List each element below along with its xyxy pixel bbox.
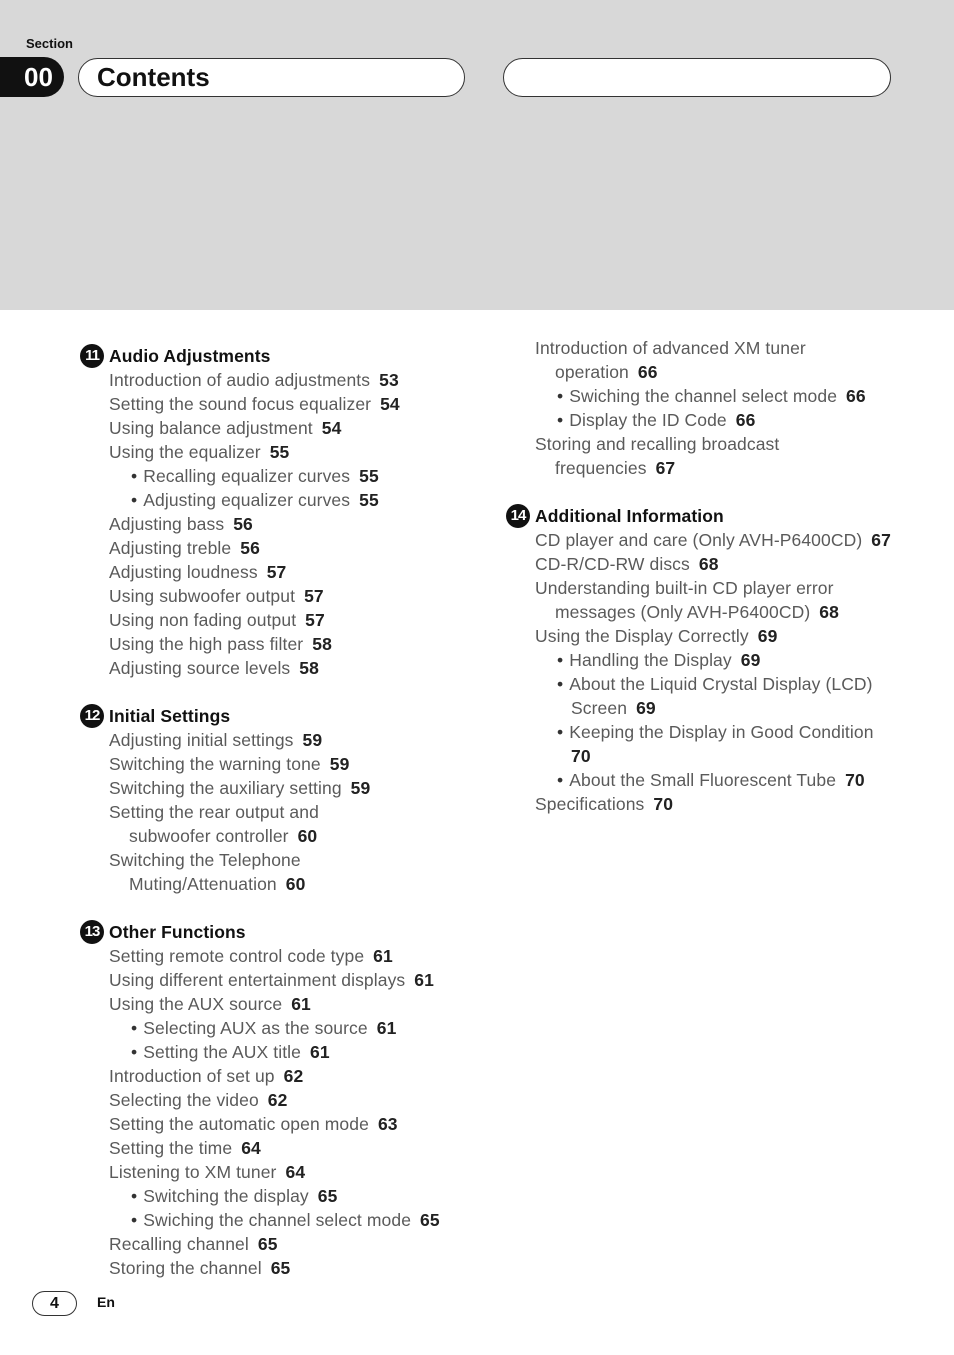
toc-page-number: 64 bbox=[285, 1162, 306, 1182]
toc-entry bbox=[506, 792, 926, 816]
toc-section-heading bbox=[80, 920, 500, 944]
section-number-tab: 00 bbox=[0, 57, 64, 97]
toc-entry bbox=[80, 1112, 500, 1136]
toc-entry-text: Adjusting initial settings bbox=[109, 730, 294, 750]
toc-entry-text: subwoofer controller bbox=[129, 826, 289, 846]
toc-entry-text: Adjusting source levels bbox=[109, 658, 291, 678]
toc-page-number: 67 bbox=[655, 458, 676, 478]
toc-entry-text: Using non fading output bbox=[109, 610, 297, 630]
toc-entry bbox=[80, 464, 500, 488]
toc-entry bbox=[80, 488, 500, 512]
toc-entry-text: Using the Display Correctly bbox=[535, 626, 749, 646]
section-number-badge: 13 bbox=[80, 920, 104, 944]
toc-entry-text: Setting the time bbox=[109, 1138, 233, 1158]
toc-entry bbox=[80, 848, 500, 872]
toc-entry-text: Understanding built-in CD player error bbox=[535, 578, 834, 598]
section-number-badge: 11 bbox=[80, 344, 104, 368]
toc-entry-text: Setting the automatic open mode bbox=[109, 1114, 369, 1134]
toc-page-number: 61 bbox=[414, 970, 434, 990]
toc-entry-text: Selecting the video bbox=[109, 1090, 259, 1110]
toc-entry bbox=[506, 528, 926, 552]
toc-page-number: 58 bbox=[312, 634, 332, 654]
bullet-icon: • bbox=[131, 466, 138, 486]
toc-entry-text: Switching the warning tone bbox=[109, 754, 321, 774]
toc-entry-text: frequencies bbox=[555, 458, 647, 478]
toc-entry bbox=[80, 1064, 500, 1088]
toc-entry bbox=[80, 1088, 500, 1112]
toc-page-number: 60 bbox=[297, 826, 318, 846]
toc-entry-text: Setting the rear output and bbox=[109, 802, 319, 822]
toc-entry bbox=[506, 744, 926, 768]
toc-page-number: 68 bbox=[698, 554, 719, 574]
toc-entry bbox=[80, 368, 500, 392]
toc-entry bbox=[80, 536, 500, 560]
toc-entry-text: Setting the sound focus equalizer bbox=[109, 394, 372, 414]
toc-page-number: 56 bbox=[240, 538, 260, 558]
section-heading-text: Additional Information bbox=[535, 506, 724, 526]
toc-entry-text: Switching the display bbox=[143, 1186, 309, 1206]
bullet-icon: • bbox=[557, 650, 564, 670]
toc-page-number: 57 bbox=[304, 586, 324, 606]
toc-entry bbox=[506, 432, 926, 456]
toc-entry-text: operation bbox=[555, 362, 629, 382]
toc-entry-text: Introduction of set up bbox=[109, 1066, 275, 1086]
toc-entry bbox=[80, 1136, 500, 1160]
toc-page-number: 69 bbox=[740, 650, 761, 670]
toc-entry-text: Listening to XM tuner bbox=[109, 1162, 277, 1182]
section-label: Section bbox=[26, 36, 73, 51]
toc-entry bbox=[80, 776, 500, 800]
section-gap bbox=[506, 480, 926, 504]
toc-section-heading bbox=[506, 504, 926, 528]
toc-entry-text: messages (Only AVH-P6400CD) bbox=[555, 602, 811, 622]
toc-entry-text: Adjusting equalizer curves bbox=[143, 490, 351, 510]
empty-title-box bbox=[503, 58, 891, 97]
toc-entry-text: Selecting AUX as the source bbox=[143, 1018, 368, 1038]
toc-entry-text: Switching the auxiliary setting bbox=[109, 778, 342, 798]
toc-page-number: 70 bbox=[571, 746, 591, 766]
toc-entry bbox=[80, 1016, 500, 1040]
toc-page-number: 61 bbox=[373, 946, 393, 966]
toc-entry bbox=[506, 408, 926, 432]
toc-entry-text: CD-R/CD-RW discs bbox=[535, 554, 690, 574]
toc-entry bbox=[80, 1184, 500, 1208]
toc-entry bbox=[80, 800, 500, 824]
toc-entry bbox=[80, 752, 500, 776]
toc-page-number: 55 bbox=[359, 490, 379, 510]
toc-entry bbox=[80, 1232, 500, 1256]
bullet-icon: • bbox=[557, 386, 564, 406]
toc-left-column bbox=[80, 344, 500, 1280]
toc-entry-text: Recalling channel bbox=[109, 1234, 249, 1254]
toc-entry bbox=[506, 720, 926, 744]
bullet-icon: • bbox=[131, 1042, 138, 1062]
toc-page-number: 70 bbox=[845, 770, 865, 790]
toc-page-number: 54 bbox=[321, 418, 342, 438]
toc-entry bbox=[80, 992, 500, 1016]
toc-entry bbox=[506, 456, 926, 480]
toc-entry bbox=[80, 1160, 500, 1184]
toc-page-number: 56 bbox=[233, 514, 253, 534]
toc-entry bbox=[506, 384, 926, 408]
toc-entry-text: Using the equalizer bbox=[109, 442, 261, 462]
toc-entry bbox=[80, 392, 500, 416]
toc-page-number: 55 bbox=[359, 466, 379, 486]
toc-page-number: 65 bbox=[270, 1258, 291, 1278]
toc-entry-text: Swiching the channel select mode bbox=[143, 1210, 412, 1230]
toc-entry-text: Using balance adjustment bbox=[109, 418, 313, 438]
toc-entry bbox=[80, 824, 500, 848]
toc-page-number: 57 bbox=[305, 610, 325, 630]
bullet-icon: • bbox=[557, 410, 564, 430]
toc-page-number: 53 bbox=[379, 370, 399, 390]
toc-entry-text: Screen bbox=[571, 698, 628, 718]
toc-entry-text: CD player and care (Only AVH-P6400CD) bbox=[535, 530, 863, 550]
page-number: 4 bbox=[32, 1291, 77, 1316]
section-gap bbox=[80, 896, 500, 920]
toc-page-number: 61 bbox=[291, 994, 311, 1014]
toc-page-number: 64 bbox=[241, 1138, 261, 1158]
toc-page-number: 66 bbox=[637, 362, 658, 382]
section-gap bbox=[80, 680, 500, 704]
toc-entry-text: Introduction of audio adjustments bbox=[109, 370, 371, 390]
toc-page-number: 60 bbox=[285, 874, 306, 894]
toc-entry bbox=[80, 584, 500, 608]
toc-page-number: 66 bbox=[735, 410, 756, 430]
bullet-icon: • bbox=[557, 770, 564, 790]
section-number-badge: 14 bbox=[506, 504, 530, 528]
toc-entry bbox=[506, 768, 926, 792]
toc-entry bbox=[506, 600, 926, 624]
toc-page-number: 62 bbox=[267, 1090, 288, 1110]
toc-page-number: 55 bbox=[269, 442, 290, 462]
toc-entry-text: Using the AUX source bbox=[109, 994, 283, 1014]
toc-entry-text: Swiching the channel select mode bbox=[569, 386, 838, 406]
toc-right-column bbox=[506, 336, 926, 816]
toc-entry-text: Display the ID Code bbox=[569, 410, 727, 430]
section-heading-text: Other Functions bbox=[109, 922, 246, 942]
toc-entry-text: Storing and recalling broadcast bbox=[535, 434, 780, 454]
toc-entry-text: Using subwoofer output bbox=[109, 586, 296, 606]
toc-entry bbox=[80, 632, 500, 656]
toc-page-number: 66 bbox=[846, 386, 866, 406]
toc-page-number: 61 bbox=[376, 1018, 397, 1038]
toc-entry-text: Specifications bbox=[535, 794, 645, 814]
toc-entry-text: About the Small Fluorescent Tube bbox=[569, 770, 837, 790]
toc-entry bbox=[506, 576, 926, 600]
toc-entry bbox=[506, 696, 926, 720]
toc-page-number: 65 bbox=[317, 1186, 338, 1206]
header-band bbox=[0, 0, 954, 310]
toc-entry-text: Using different entertainment displays bbox=[109, 970, 406, 990]
toc-entry bbox=[80, 416, 500, 440]
toc-entry bbox=[80, 1256, 500, 1280]
toc-entry-text: Keeping the Display in Good Condition bbox=[569, 722, 874, 742]
toc-page-number: 59 bbox=[302, 730, 323, 750]
toc-entry bbox=[506, 624, 926, 648]
toc-entry bbox=[506, 672, 926, 696]
toc-page-number: 58 bbox=[299, 658, 319, 678]
title-box bbox=[78, 58, 465, 97]
bullet-icon: • bbox=[131, 1018, 138, 1038]
toc-entry bbox=[506, 360, 926, 384]
toc-entry bbox=[506, 552, 926, 576]
toc-entry-text: Using the high pass filter bbox=[109, 634, 304, 654]
section-heading-text: Initial Settings bbox=[109, 706, 231, 726]
toc-entry bbox=[506, 336, 926, 360]
toc-entry-text: Handling the Display bbox=[569, 650, 732, 670]
toc-entry-text: Storing the channel bbox=[109, 1258, 262, 1278]
toc-page-number: 67 bbox=[871, 530, 891, 550]
toc-entry bbox=[80, 560, 500, 584]
toc-entry bbox=[80, 1040, 500, 1064]
toc-entry-text: Adjusting treble bbox=[109, 538, 232, 558]
toc-entry bbox=[80, 512, 500, 536]
toc-entry bbox=[80, 1208, 500, 1232]
toc-section-heading bbox=[80, 344, 500, 368]
toc-page-number: 61 bbox=[309, 1042, 330, 1062]
toc-entry bbox=[506, 648, 926, 672]
toc-page-number: 69 bbox=[636, 698, 656, 718]
toc-page-number: 65 bbox=[420, 1210, 440, 1230]
page-title: Contents bbox=[97, 62, 210, 92]
toc-page-number: 63 bbox=[377, 1114, 398, 1134]
toc-entry-text: Recalling equalizer curves bbox=[143, 466, 351, 486]
toc-entry-text: Adjusting loudness bbox=[109, 562, 258, 582]
toc-section-heading bbox=[80, 704, 500, 728]
toc-page-number: 59 bbox=[350, 778, 371, 798]
bullet-icon: • bbox=[557, 722, 564, 742]
bullet-icon: • bbox=[557, 674, 564, 694]
section-heading-text: Audio Adjustments bbox=[109, 346, 271, 366]
bullet-icon: • bbox=[131, 1210, 138, 1230]
toc-page-number: 59 bbox=[329, 754, 350, 774]
toc-page-number: 68 bbox=[819, 602, 839, 622]
toc-entry bbox=[80, 944, 500, 968]
bullet-icon: • bbox=[131, 1186, 138, 1206]
toc-entry-text: Setting the AUX title bbox=[143, 1042, 301, 1062]
toc-entry bbox=[80, 440, 500, 464]
section-number-badge: 12 bbox=[80, 704, 104, 728]
toc-page-number: 54 bbox=[380, 394, 400, 414]
toc-page-number: 70 bbox=[653, 794, 674, 814]
toc-entry bbox=[80, 608, 500, 632]
toc-entry-text: Switching the Telephone bbox=[109, 850, 301, 870]
toc-entry bbox=[80, 872, 500, 896]
toc-entry bbox=[80, 728, 500, 752]
bullet-icon: • bbox=[131, 490, 138, 510]
toc-entry-text: Adjusting bass bbox=[109, 514, 225, 534]
toc-entry bbox=[80, 656, 500, 680]
toc-page-number: 65 bbox=[257, 1234, 278, 1254]
toc-entry-text: Introduction of advanced XM tuner bbox=[535, 338, 806, 358]
toc-entry bbox=[80, 968, 500, 992]
toc-entry-text: Muting/Attenuation bbox=[129, 874, 277, 894]
toc-entry-text: About the Liquid Crystal Display (LCD) bbox=[569, 674, 873, 694]
toc-page-number: 69 bbox=[757, 626, 778, 646]
toc-page-number: 62 bbox=[283, 1066, 304, 1086]
language-label: En bbox=[97, 1294, 115, 1310]
toc-page-number: 57 bbox=[266, 562, 287, 582]
toc-entry-text: Setting remote control code type bbox=[109, 946, 365, 966]
